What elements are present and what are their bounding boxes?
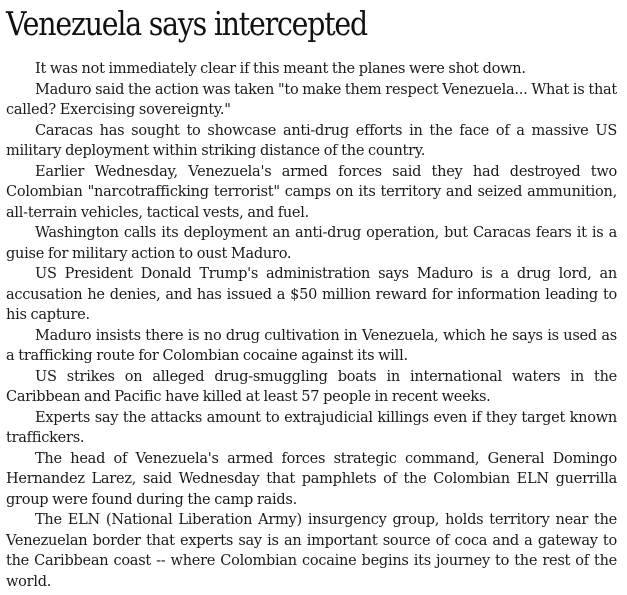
article-paragraph: Experts say the attacks amount to extrajudicial killings even if they target known traffickers.	[6, 409, 617, 446]
article-paragraph: Washington calls its deployment an anti-drug operation, but Caracas fears it is a guise for military action to oust Maduro.	[6, 225, 617, 262]
article-paragraph: It was not immediately clear if this meant the planes were shot down.	[35, 61, 526, 77]
article-headline: Venezuela says intercepted	[6, 4, 367, 43]
article-paragraph: Caracas has sought to showcase anti-drug efforts in the face of a massive US military deployment within striking distance of the country.	[6, 122, 617, 159]
article-paragraph: Maduro insists there is no drug cultivation in Venezuela, which he says is used as a trafficking route for Colombian cocaine against its will.	[6, 327, 617, 364]
article-paragraph: US strikes on alleged drug-smuggling boats in international waters in the Caribbean and Pacific have killed at least 57 people in recent weeks.	[6, 368, 617, 405]
article-body	[6, 59, 617, 592]
article-paragraph: The head of Venezuela's armed forces strategic command, General Domingo Hernandez Larez, said Wednesday that pamphlets of the Colombian ELN guerrilla group were found during the camp raids.	[6, 450, 617, 508]
article-paragraph: Maduro said the action was taken "to make them respect Venezuela... What is that called? Exercising sovereignty."	[6, 81, 617, 118]
article-paragraph: The ELN (National Liberation Army) insurgency group, holds territory near the Venezuelan border that experts say is an important source of coca and a gateway to the Caribbean coast -- where Colombian cocaine begins its journey to the rest of the world.	[6, 512, 617, 590]
article-paragraph: Earlier Wednesday, Venezuela's armed forces said they had destroyed two Colombian "narcotrafficking terrorist" camps on its territory and seized ammunition, all-terrain vehicles, tactical vests, and fuel.	[6, 163, 617, 221]
article-paragraph: US President Donald Trump's administration says Maduro is a drug lord, an accusation he denies, and has issued a $50 million reward for information leading to his capture.	[6, 266, 617, 323]
